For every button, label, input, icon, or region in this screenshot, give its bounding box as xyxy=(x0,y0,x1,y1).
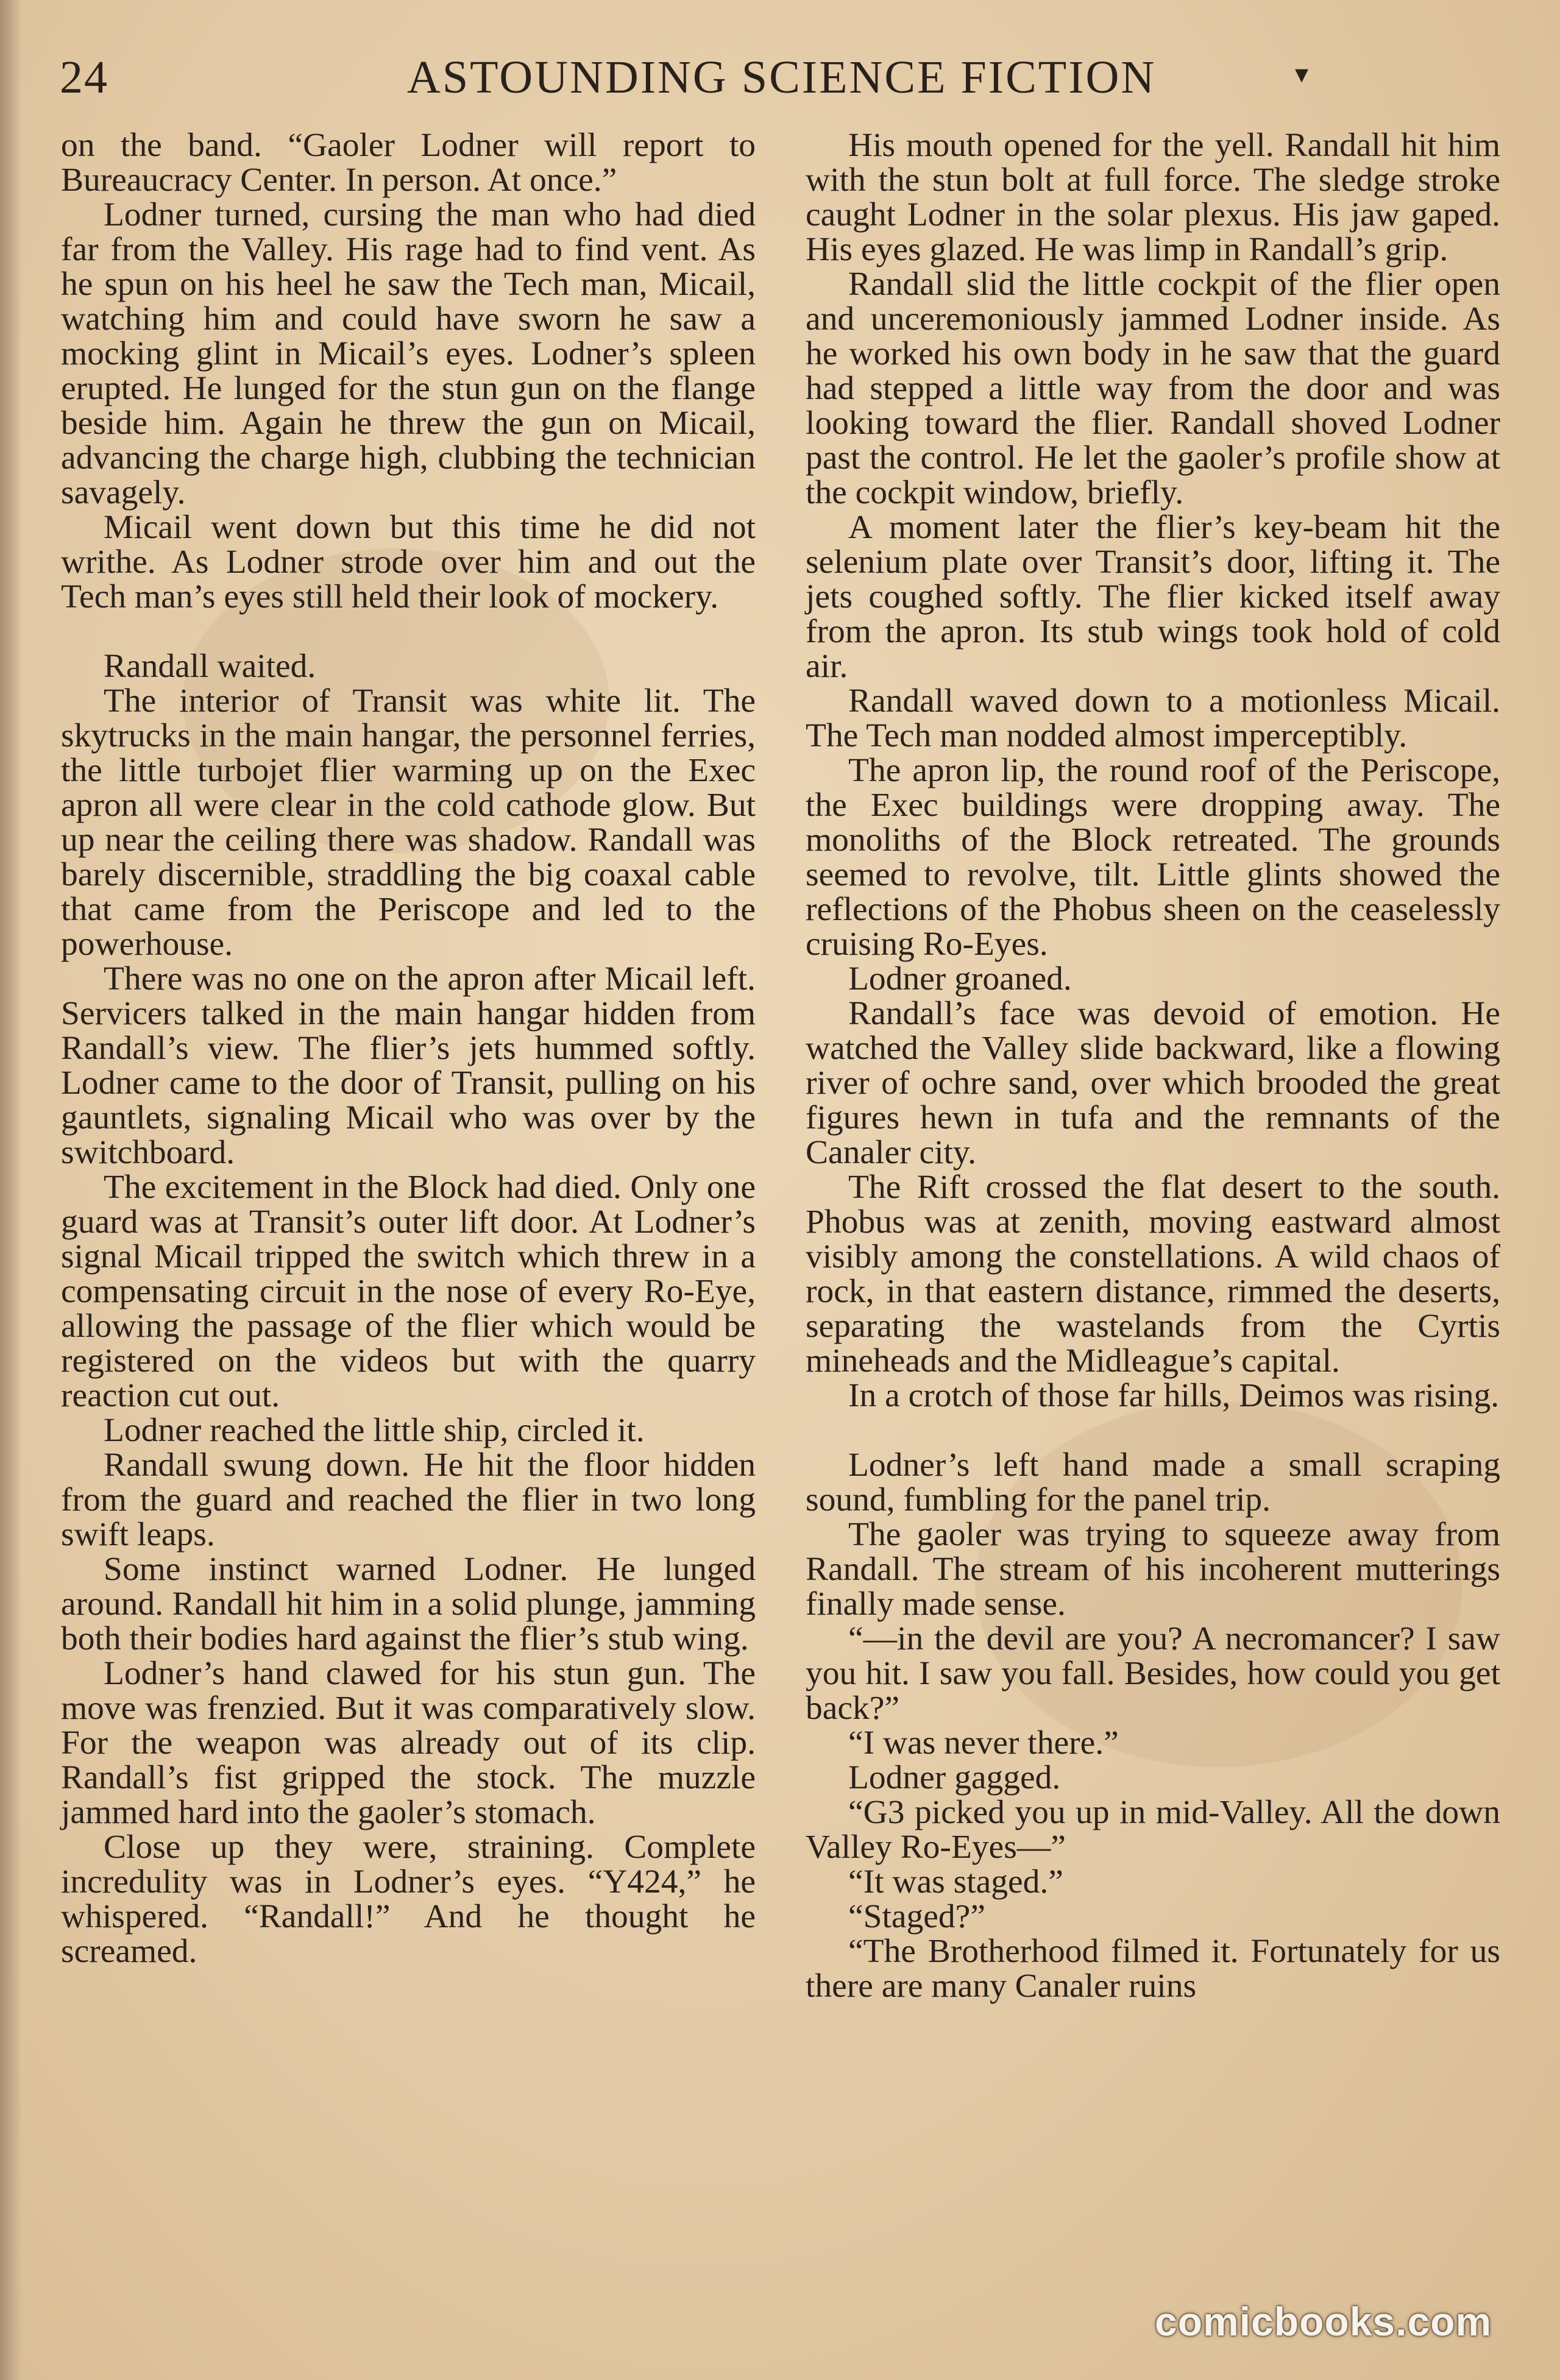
page-header xyxy=(60,44,1510,111)
paragraph: Lodner groaned. xyxy=(848,960,1072,997)
paragraph: Close up they were, straining. Complete incredulity was in Lodner’s eyes. “Y424,” he whispered. “Randall!” And he thought he screamed. xyxy=(61,1829,756,1970)
paragraph: “It was staged.” xyxy=(848,1863,1063,1900)
site-watermark: comicbooks.com xyxy=(1155,2299,1492,2344)
paragraph: Randall waved down to a motionless Micail. The Tech man nodded almost imperceptibly. xyxy=(806,682,1500,754)
paragraph: “I was never there.” xyxy=(848,1724,1119,1762)
paragraph: Lodner turned, cursing the man who had died far from the Valley. His rage had to find vent. As he spun on his heel he saw the Tech man, Micail, watching him and could have sworn he saw a mocking glint in Micail’s eyes. Lodner’s spleen erupted. He lunged for the stun gun on the flange beside him. Again he threw the gun on Micail, advancing the charge high, clubbing the technician savagely. xyxy=(61,196,756,511)
paragraph: A moment later the flier’s key-beam hit the selenium plate over Transit’s door, lifting it. The jets coughed softly. The flier kicked itself away from the apron. Its stub wings took hold of cold air. xyxy=(806,509,1500,685)
left-text-column xyxy=(61,128,756,1969)
paragraph: In a crotch of those far hills, Deimos was rising. xyxy=(848,1377,1500,1414)
right-text-column xyxy=(806,128,1500,2003)
paragraph: “The Brotherhood filmed it. Fortunately for us there are many Canaler ruins xyxy=(806,1933,1500,2005)
paragraph: His mouth opened for the yell. Randall hit him with the stun bolt at full force. The sledge stroke caught Lodner in the solar plexus. His jaw gaped. His eyes glazed. He was limp in Randall’s grip. xyxy=(806,127,1500,268)
paragraph: The interior of Transit was white lit. The skytrucks in the main hangar, the personnel ferries, the little turbojet flier warming up on the Exec apron all were clear in the cold cathode glow. But up near the ceiling there was shadow. Randall was barely discernible, straddling the big coaxal cable that came from the Periscope and led to the powerhouse. xyxy=(61,682,756,963)
paragraph: Randall waited. xyxy=(104,648,316,685)
running-title: ASTOUNDING SCIENCE FICTION xyxy=(407,52,1157,103)
ink-mark: ▾ xyxy=(1295,59,1309,89)
paragraph: The Rift crossed the flat desert to the south. Phobus was at zenith, moving eastward almost visibly among the constellations. A wild chaos of rock, in that eastern distance, rimmed the deserts, separating the wastelands from the Cyrtis mineheads and the Midleague’s capital. xyxy=(806,1169,1500,1379)
page-number: 24 xyxy=(60,52,108,103)
paragraph: Randall slid the little cockpit of the flier open and unceremoniously jammed Lodner inside. As he worked his own body in he saw that the guard had stepped a little way from the door and was looking toward the flier. Randall shoved Lodner past the control. He let the gaoler’s profile show at the cockpit window, briefly. xyxy=(806,266,1500,511)
paragraph: Randall’s face was devoid of emotion. He watched the Valley slide backward, like a flowing river of ochre sand, over which brooded the great figures hewn in tufa and the remnants of the Canaler city. xyxy=(806,995,1500,1171)
paragraph: Micail went down but this time he did not writhe. As Lodner strode over him and out the Tech man’s eyes still held their look of mockery. xyxy=(61,509,756,615)
paragraph: The gaoler was trying to squeeze away from Randall. The stream of his incoherent mutterings finally made sense. xyxy=(806,1516,1500,1623)
paragraph: “Staged?” xyxy=(848,1898,985,1935)
paragraph: “—in the devil are you? A necromancer? I saw you hit. I saw you fall. Besides, how could you get back?” xyxy=(806,1620,1500,1727)
paragraph: Lodner reached the little ship, circled it. xyxy=(104,1412,645,1449)
page-binding-edge xyxy=(0,0,22,2380)
paragraph: Lodner’s hand clawed for his stun gun. The move was frenzied. But it was comparatively slow. For the weapon was already out of its clip. Randall’s fist gripped the stock. The muzzle jammed hard into the gaoler’s stomach. xyxy=(61,1655,756,1831)
paragraph: “G3 picked you up in mid-Valley. All the down Valley Ro-Eyes—” xyxy=(806,1794,1500,1866)
paragraph: Some instinct warned Lodner. He lunged around. Randall hit him in a solid plunge, jamming both their bodies hard against the flier’s stub wing. xyxy=(61,1551,756,1657)
paragraph: Randall swung down. He hit the floor hidden from the guard and reached the flier in two long swift leaps. xyxy=(61,1447,756,1553)
paragraph: on the band. “Gaoler Lodner will report to Bureaucracy Center. In person. At once.” xyxy=(61,127,756,199)
paragraph: The excitement in the Block had died. Only one guard was at Transit’s outer lift door. At Lodner’s signal Micail tripped the switch which threw in a compensating circuit in the nose of every Ro-Eye, allowing the passage of the flier which would be registered on the videos but with the quarry reaction cut out. xyxy=(61,1169,756,1414)
paragraph: There was no one on the apron after Micail left. Servicers talked in the main hangar hidden from Randall’s view. The flier’s jets hummed softly. Lodner came to the door of Transit, pulling on his gauntlets, signaling Micail who was over by the switchboard. xyxy=(61,960,756,1171)
paragraph: The apron lip, the round roof of the Periscope, the Exec buildings were dropping away. The monoliths of the Block retreated. The grounds seemed to revolve, tilt. Little glints showed the reflections of the Phobus sheen on the ceaselessly cruising Ro-Eyes. xyxy=(806,752,1500,963)
paragraph: Lodner’s left hand made a small scraping sound, fumbling for the panel trip. xyxy=(806,1447,1500,1518)
paragraph: Lodner gagged. xyxy=(848,1759,1061,1796)
